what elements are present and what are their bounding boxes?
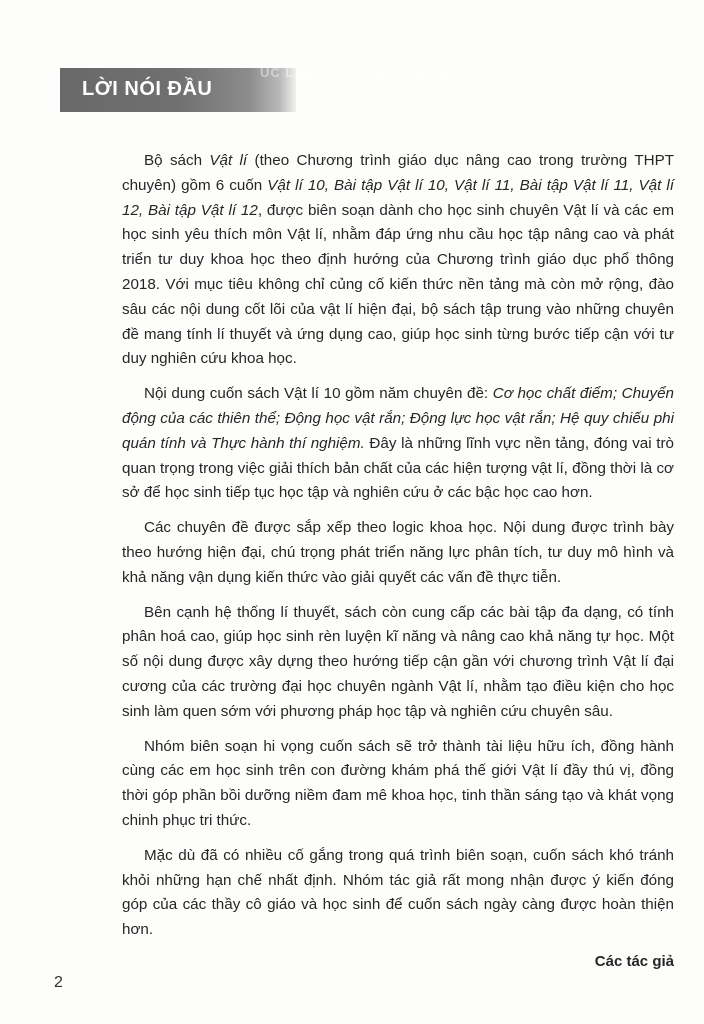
page-title: LỜI NÓI ĐẦU — [82, 78, 213, 100]
italic-text: Vật lí — [209, 152, 248, 169]
paragraph — [122, 149, 674, 372]
text-run: Đây là những lĩnh vực nền tảng, đóng vai trò quan trọng trong việc giải thích bản chất của các hiện tượng vật lí, đồng thời là cơ sở để học sinh tiếp tục học tập và nghiên cứu ở các bậc học cao hơn. — [122, 434, 674, 502]
signature: Các tác giả — [594, 952, 674, 970]
text-run: Bên cạnh hệ thống lí thuyết, sách còn cung cấp các bài tập đa dạng, có tính phân hoá cao, giúp học sinh rèn luyện kĩ năng và nâng cao khả năng tự học. Một số nội dung được xây dựng theo hướng tiếp cận gần với chương trình Vật lí đại cương của các trường đại học chuyên ngành Vật lí, nhằm tạo điều kiện cho học sinh làm quen sớm với phương pháp học tập và nghiên cứu chuyên sâu. — [122, 603, 674, 720]
page-number: 2 — [54, 974, 63, 991]
text-run: Các chuyên đề được sắp xếp theo logic khoa học. Nội dung được trình bày theo hướng hiện đại, chú trọng phát triển năng lực phân tích, tư duy mô hình và khả năng vận dụng kiến thức vào giải quyết các vấn đề thực tiễn. — [122, 519, 674, 586]
paragraph — [122, 844, 674, 943]
text-run: Nhóm biên soạn hi vọng cuốn sách sẽ trở thành tài liệu hữu ích, đồng hành cùng các em học sinh trên con đường khám phá thế giới Vật lí đầy thú vị, đồng thời góp phần bồi dưỡng niềm đam mê khoa học, tinh thần sáng tạo và khát vọng chinh phục tri thức. — [122, 737, 674, 829]
preface-body — [122, 149, 674, 975]
paragraph — [122, 516, 674, 590]
text-run: , được biên soạn dành cho học sinh chuyên Vật lí và các em học sinh yêu thích môn Vật lí, nhằm đáp ứng nhu cầu học tập nâng cao và phát triển tư duy khoa học theo định hướng của Chương trình giáo dục phổ thông 2018. Với mục tiêu không chỉ củng cố kiến thức nền tảng mà còn mở rộng, đào sâu các nội dung cốt lõi của vật lí hiện đại, bộ sách tập trung vào những chuyên đề mang tính lí thuyết và ứng dụng cao, giúp học sinh từng bước tiếp cận với tư duy nghiên cứu khoa học. — [122, 201, 674, 368]
text-run: Mặc dù đã có nhiều cố gắng trong quá trình biên soạn, cuốn sách khó tránh khỏi những hạn chế nhất định. Nhóm tác giả rất mong nhận được ý kiến đóng góp của các thầy cô giáo và học sinh để cuốn sách ngày càng được hoàn thiện hơn. — [122, 846, 674, 939]
text-run: (theo Chương trình giáo dục nâng cao trong trường THPT chuyên) gồm 6 cuốn — [122, 152, 674, 194]
text-run: Bộ sách — [144, 152, 210, 169]
paragraph — [122, 382, 674, 506]
header-watermark: UC LAM THOT CHUYEN VAN — [260, 65, 461, 80]
chapter-header-bar — [60, 65, 461, 112]
italic-text: Vật lí 10, Bài tập Vật lí 10, Vật lí 11, Bài tập Vật lí 11, Vật lí 12, Bài tập Vật lí 12 — [122, 176, 674, 219]
paragraph — [122, 735, 674, 834]
text-run: Nội dung cuốn sách Vật lí 10 gồm năm chuyên đề: — [144, 385, 493, 403]
italic-text: Cơ học chất điểm; Chuyển động của các thiên thể; Động học vật rắn; Động lực học vật rắn; Hệ quy chiếu phi quán tính và Thực hành thí nghiệm. — [122, 385, 674, 452]
paragraph — [122, 601, 674, 725]
